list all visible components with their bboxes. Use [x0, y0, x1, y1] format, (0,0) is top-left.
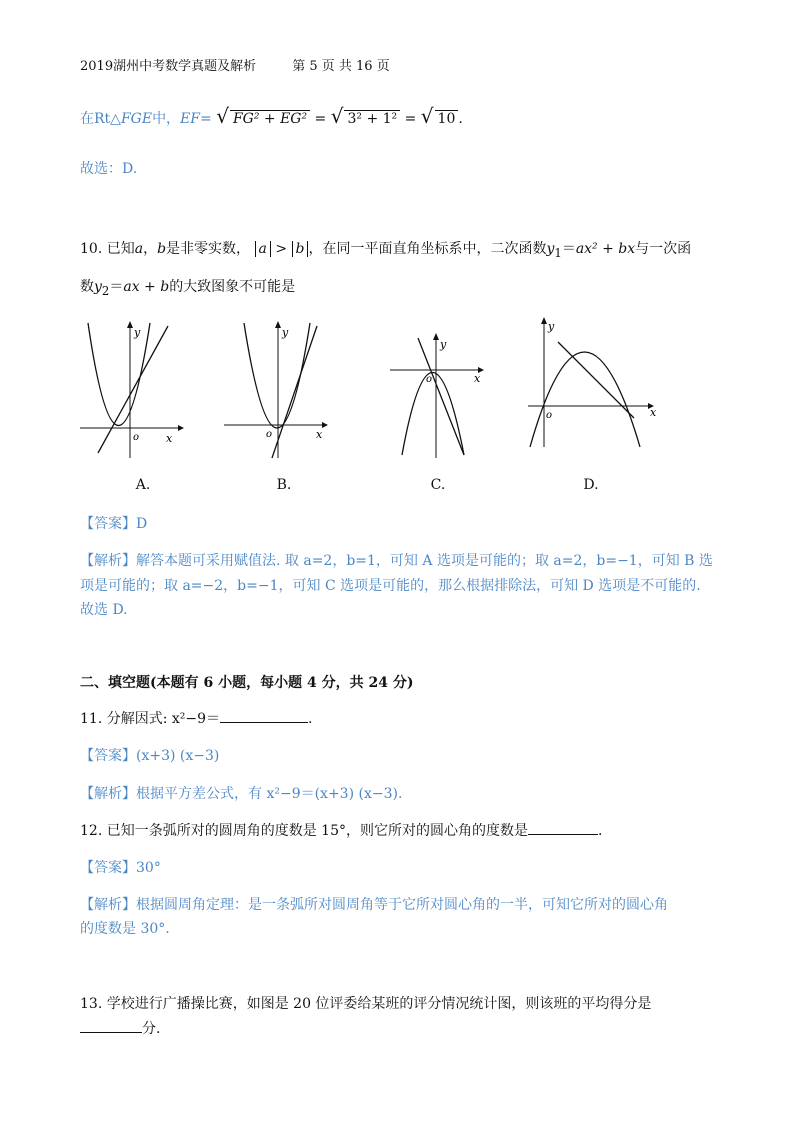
period: .	[458, 111, 463, 127]
answer-value: D	[136, 516, 148, 532]
q12-line	[80, 820, 602, 840]
q10-line1	[80, 238, 691, 260]
q10-analysis-line3: 故选 D.	[80, 602, 128, 618]
answer-value: (x+3) (x−3)	[136, 748, 220, 764]
origin-label: o	[426, 374, 433, 385]
var-y1: y	[546, 241, 555, 257]
x-arrow-icon	[178, 425, 184, 431]
analysis-text: 根据圆周角定理：是一条弧所对圆周角等于它所对圆心角的一半，可知它所对的圆心角	[136, 897, 668, 913]
axis-x-label: x	[316, 428, 323, 441]
var-y2: y	[94, 279, 102, 295]
axis-y-label: y	[440, 338, 447, 351]
axis-x-label: x	[474, 372, 481, 385]
q12-analysis-line2: 的度数是 30°.	[80, 921, 170, 937]
period: .	[597, 823, 603, 839]
axis-y-label: y	[134, 326, 141, 339]
var-b: b	[157, 241, 167, 257]
q13-number: 13.	[80, 996, 103, 1012]
axis-x-label: x	[166, 432, 173, 445]
graph-a	[78, 318, 188, 463]
option-a-label: A.	[135, 477, 151, 493]
radicand-1: FG² + EG²	[230, 110, 310, 127]
q10-analysis-line1	[80, 550, 713, 570]
q12-text: 已知一条弧所对的圆周角的度数是 15°，则它所对的圆心角的度数是	[106, 823, 528, 839]
analysis-text: 根据平方差公式，有 x²−9＝(x+3) (x−3).	[136, 786, 403, 802]
radicand-2: 3² + 1²	[344, 110, 400, 127]
q12-analysis-line1	[80, 894, 668, 914]
origin-label: o	[133, 432, 140, 443]
q13-line1	[80, 993, 651, 1013]
abs-a: a	[255, 241, 271, 257]
q13-line2	[80, 1018, 160, 1038]
q12-answer	[80, 857, 161, 877]
radicand-3: 10	[435, 110, 459, 127]
q11-number: 11.	[80, 711, 103, 727]
text: ＝	[109, 279, 124, 295]
answer-blank	[528, 834, 598, 835]
y-arrow-icon	[433, 333, 439, 340]
period: .	[308, 711, 313, 727]
text: 在Rt△	[80, 111, 121, 127]
answer-tag: 【答案】	[80, 860, 136, 876]
q12-number: 12.	[80, 823, 103, 839]
option-b-label: B.	[276, 477, 292, 493]
analysis-tag: 【解析】	[80, 897, 136, 913]
option-c-label: C.	[430, 477, 446, 493]
sub: 1	[554, 245, 562, 260]
parabola	[402, 373, 464, 456]
y-arrow-icon	[127, 321, 133, 328]
x-arrow-icon	[322, 422, 328, 428]
origin-label: o	[266, 429, 273, 440]
answer-tag: 【答案】	[80, 516, 136, 532]
axis-y-label: y	[548, 320, 555, 333]
q11-answer	[80, 745, 219, 765]
prev-choose: 故选：D.	[80, 161, 138, 177]
q11-line	[80, 708, 312, 728]
text: 与一次函	[635, 241, 692, 257]
answer-tag: 【答案】	[80, 748, 136, 764]
prev-solution-formula	[80, 106, 463, 128]
text: ，在同一平面直角坐标系中，二次函数	[308, 241, 547, 257]
q10-analysis-line2: 项是可能的；取 a=−2，b=−1，可知 C 选项是可能的，那么根据排除法，可知 D 选项是不可能的.	[80, 578, 701, 594]
graph-c	[388, 330, 493, 465]
axis-x-label: x	[650, 406, 657, 419]
unit-text: 分.	[142, 1021, 161, 1037]
sub: 2	[101, 283, 110, 298]
origin-label: o	[546, 410, 553, 421]
answer-value: 30°	[136, 860, 161, 876]
doc-title: 2019湖州中考数学真题及解析	[80, 59, 257, 74]
text: 已知	[106, 241, 135, 257]
answer-blank	[220, 722, 308, 723]
segment-ef: EF	[180, 111, 200, 127]
axis-y-label: y	[282, 326, 289, 339]
triangle-name: FGE	[120, 111, 153, 127]
page-counter: 第 5 页 共 16 页	[292, 59, 390, 74]
line	[418, 338, 464, 455]
y-arrow-icon	[541, 317, 547, 324]
abs-b: b	[292, 241, 309, 257]
graph-b	[222, 318, 332, 463]
analysis-tag: 【解析】	[80, 553, 136, 569]
line	[272, 326, 317, 458]
radical-expression: √ FG² + EG² = √ 3² + 1² = √ 10 .	[216, 104, 463, 128]
text: 是非零实数，	[166, 241, 251, 257]
page-header	[80, 55, 422, 74]
q10-line2	[80, 276, 295, 298]
text: ＝	[561, 241, 576, 257]
analysis-text: 解答本题可采用赋值法. 取 a=2，b=1，可知 A 选项是可能的；取 a=2，b=−1，可知 B 选	[136, 553, 713, 569]
parabola	[530, 352, 640, 447]
answer-blank	[80, 1032, 142, 1033]
text: 的大致图象不可能是	[169, 279, 296, 295]
q10-answer	[80, 513, 147, 533]
gt-sign: >	[275, 241, 288, 257]
q11-text: 分解因式: x²−9＝	[106, 711, 221, 727]
analysis-tag: 【解析】	[80, 786, 136, 802]
section-heading: 二、填空题(本题有 6 小题，每小题 4 分，共 24 分)	[80, 675, 414, 691]
quadratic-formula: ax² + bx	[575, 241, 636, 257]
line	[558, 342, 634, 418]
equals: =	[200, 111, 212, 127]
text: ，	[143, 241, 158, 257]
q10-number: 10.	[80, 241, 103, 257]
q13-text: 学校进行广播操比赛，如图是 20 位评委给某班的评分情况统计图，则该班的平均得分是	[106, 996, 652, 1012]
text: 中，	[152, 111, 181, 127]
option-d-label: D.	[583, 477, 599, 493]
y-arrow-icon	[275, 321, 281, 328]
graph-d	[522, 312, 662, 452]
text: 数	[80, 279, 94, 295]
var-a: a	[134, 241, 144, 257]
q11-analysis	[80, 783, 402, 803]
linear-formula: ax + b	[123, 279, 170, 295]
